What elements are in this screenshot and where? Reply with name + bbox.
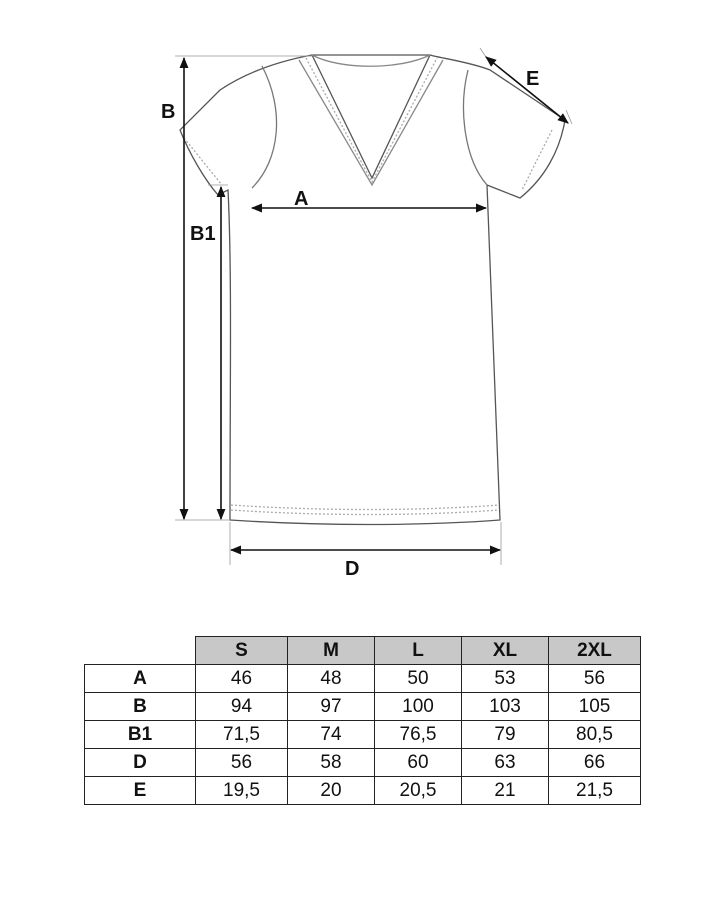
- table-cell: 71,5: [196, 721, 288, 749]
- size-header-s: S: [196, 637, 288, 665]
- row-label-b1: B1: [85, 721, 196, 749]
- table-cell: 56: [549, 665, 641, 693]
- label-a: A: [294, 188, 309, 210]
- table-cell: 46: [196, 665, 288, 693]
- table-cell: 80,5: [549, 721, 641, 749]
- size-header-row: [85, 637, 641, 665]
- table-cell: 66: [549, 749, 641, 777]
- table-cell: 53: [462, 665, 549, 693]
- table-row: [85, 777, 641, 805]
- table-cell: 105: [549, 693, 641, 721]
- label-e: E: [526, 68, 540, 90]
- table-cell: 76,5: [375, 721, 462, 749]
- size-header-xl: XL: [462, 637, 549, 665]
- table-cell: 20,5: [375, 777, 462, 805]
- row-label-a: A: [85, 665, 196, 693]
- table-corner: [85, 637, 196, 665]
- table-cell: 58: [288, 749, 375, 777]
- label-b: B: [161, 101, 176, 123]
- table-cell: 97: [288, 693, 375, 721]
- table-cell: 63: [462, 749, 549, 777]
- table-row: [85, 693, 641, 721]
- table-cell: 79: [462, 721, 549, 749]
- table-row: [85, 749, 641, 777]
- size-header-l: L: [375, 637, 462, 665]
- table-cell: 100: [375, 693, 462, 721]
- label-b1: B1: [190, 223, 216, 245]
- row-label-e: E: [85, 777, 196, 805]
- table-row: [85, 665, 641, 693]
- table-cell: 21,5: [549, 777, 641, 805]
- table-cell: 21: [462, 777, 549, 805]
- table-cell: 60: [375, 749, 462, 777]
- guide-lines: [175, 48, 572, 565]
- table-cell: 48: [288, 665, 375, 693]
- table-cell: 50: [375, 665, 462, 693]
- table-cell: 74: [288, 721, 375, 749]
- row-label-d: D: [85, 749, 196, 777]
- size-header-m: M: [288, 637, 375, 665]
- table-cell: 19,5: [196, 777, 288, 805]
- table-cell: 94: [196, 693, 288, 721]
- table-cell: 20: [288, 777, 375, 805]
- dimension-e-arrow: [486, 57, 568, 123]
- row-label-b: B: [85, 693, 196, 721]
- size-table: [84, 636, 641, 805]
- table-cell: 103: [462, 693, 549, 721]
- tshirt-outline: [180, 55, 565, 525]
- table-row: [85, 721, 641, 749]
- size-header-2xl: 2XL: [549, 637, 641, 665]
- dimension-arrows: [184, 57, 568, 550]
- label-d: D: [345, 558, 360, 580]
- table-cell: 56: [196, 749, 288, 777]
